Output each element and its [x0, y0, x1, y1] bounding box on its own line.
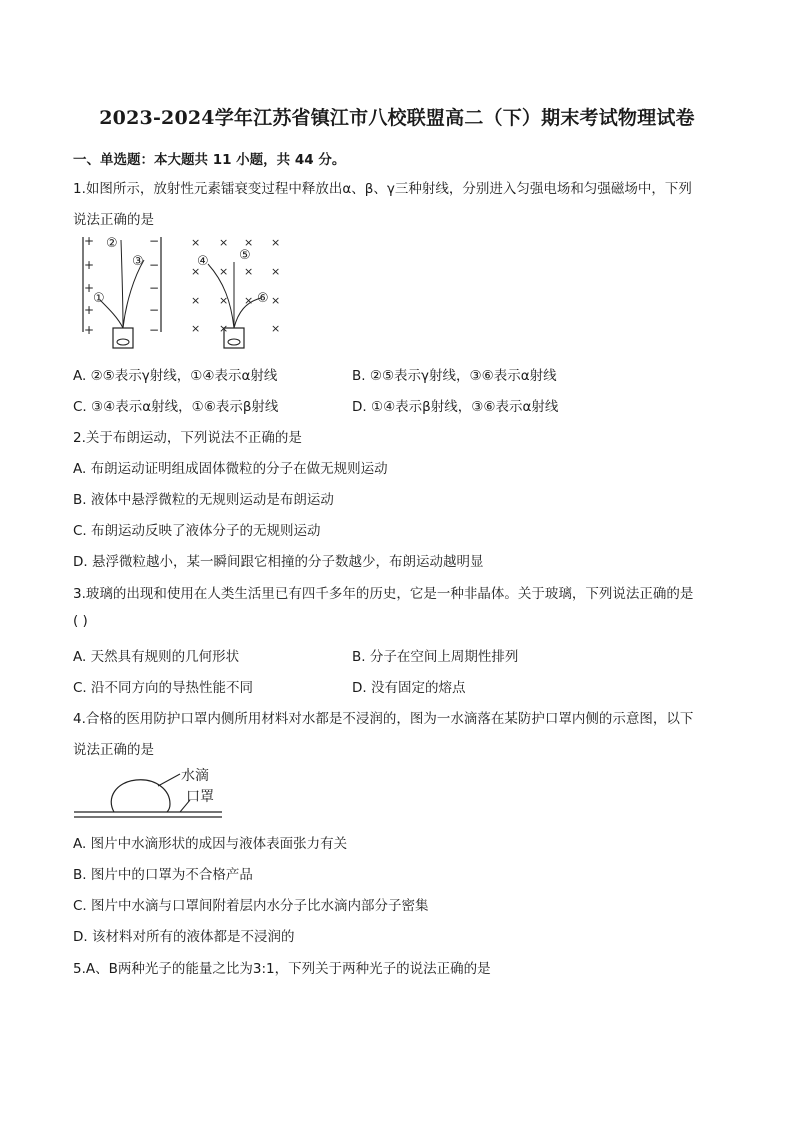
question-2-option-b[interactable]: B. 液体中悬浮微粒的无规则运动是布朗运动: [73, 492, 334, 508]
question-1-option-d[interactable]: D. ①④表示β射线，③⑥表示α射线: [352, 399, 559, 415]
cross-mark: ×: [271, 236, 281, 249]
cross-mark: ×: [271, 265, 281, 278]
track-2: [121, 240, 123, 328]
question-1-stem: 1.如图所示，放射性元素镭衰变过程中释放出α、β、γ三种射线，分别进入匀强电场和匀强磁场中，下列: [73, 181, 692, 197]
question-4-option-a[interactable]: A. 图片中水滴形状的成因与液体表面张力有关: [73, 836, 348, 852]
cross-mark: ×: [191, 236, 201, 249]
question-3-stem: 3.玻璃的出现和使用在人类生活里已有四千多年的历史，它是一种非晶体。关于玻璃，下列说法正确的是: [73, 586, 694, 602]
track-3: [123, 260, 144, 328]
question-1-option-a[interactable]: A. ②⑤表示γ射线，①④表示α射线: [73, 368, 278, 384]
cross-mark: ×: [219, 236, 229, 249]
radiation-field-figure: [76, 232, 296, 354]
cross-mark: ×: [271, 322, 281, 335]
cross-mark: ×: [271, 294, 281, 307]
page-title: 2023-2024学年江苏省镇江市八校联盟高二（下）期末考试物理试卷: [99, 107, 695, 129]
cross-mark: ×: [244, 236, 254, 249]
question-4-option-d[interactable]: D. 该材料对所有的液体都是不浸润的: [73, 929, 295, 945]
plus-sign: +: [84, 323, 95, 337]
question-2-option-c[interactable]: C. 布朗运动反映了液体分子的无规则运动: [73, 523, 321, 539]
cross-mark: ×: [191, 322, 201, 335]
section-heading: 一、单选题：本大题共 11 小题，共 44 分。: [73, 152, 346, 168]
cross-mark: ×: [219, 322, 229, 335]
cross-mark: ×: [191, 265, 201, 278]
drop-label: 水滴: [181, 768, 209, 784]
question-1-stem-cont: 说法正确的是: [73, 212, 154, 228]
drop-pointer: [158, 774, 180, 786]
question-3-option-b[interactable]: B. 分子在空间上周期性排列: [352, 649, 519, 665]
plus-sign: +: [84, 303, 95, 317]
label-5: ⑤: [239, 248, 251, 263]
question-3-answer-bracket: ( ): [73, 613, 88, 629]
cross-mark: ×: [219, 294, 229, 307]
question-4-stem-cont: 说法正确的是: [73, 742, 154, 758]
water-drop-figure: [72, 764, 232, 822]
question-4-stem: 4.合格的医用防护口罩内侧所用材料对水都是不浸润的，图为一水滴落在某防护口罩内侧的示意图，以下: [73, 711, 694, 727]
cross-mark: ×: [244, 265, 254, 278]
question-2-option-a[interactable]: A. 布朗运动证明组成固体微粒的分子在做无规则运动: [73, 461, 388, 477]
question-2-stem: 2.关于布朗运动，下列说法不正确的是: [73, 430, 302, 446]
cross-mark: ×: [244, 294, 254, 307]
label-3: ③: [132, 254, 144, 269]
cross-mark: ×: [191, 294, 201, 307]
question-4-option-b[interactable]: B. 图片中的口罩为不合格产品: [73, 867, 253, 883]
question-3-option-a[interactable]: A. 天然具有规则的几何形状: [73, 649, 240, 665]
question-3-option-d[interactable]: D. 没有固定的熔点: [352, 680, 466, 696]
plus-sign: +: [84, 234, 95, 248]
minus-sign: −: [149, 258, 160, 272]
minus-sign: −: [149, 234, 160, 248]
question-5-stem: 5.A、B两种光子的能量之比为3:1，下列关于两种光子的说法正确的是: [73, 961, 491, 977]
label-2: ②: [106, 236, 118, 251]
label-6: ⑥: [257, 291, 269, 306]
label-4: ④: [197, 254, 209, 269]
minus-sign: −: [149, 323, 160, 337]
label-1: ①: [93, 291, 105, 306]
magnetic-field-crosses: [191, 236, 280, 335]
radium-sample: [228, 339, 240, 345]
plus-sign: +: [84, 281, 95, 295]
question-1-option-b[interactable]: B. ②⑤表示γ射线，③⑥表示α射线: [352, 368, 557, 384]
radium-sample: [117, 339, 129, 345]
mask-label: 口罩: [186, 789, 214, 805]
minus-sign: −: [149, 303, 160, 317]
question-3-option-c[interactable]: C. 沿不同方向的导热性能不同: [73, 680, 254, 696]
minus-sign: −: [149, 281, 160, 295]
plus-sign: +: [84, 258, 95, 272]
cross-mark: ×: [219, 265, 229, 278]
question-1-option-c[interactable]: C. ③④表示α射线，①⑥表示β射线: [73, 399, 279, 415]
question-4-option-c[interactable]: C. 图片中水滴与口罩间附着层内水分子比水滴内部分子密集: [73, 898, 429, 914]
question-2-option-d[interactable]: D. 悬浮微粒越小，某一瞬间跟它相撞的分子数越少，布朗运动越明显: [73, 554, 484, 570]
